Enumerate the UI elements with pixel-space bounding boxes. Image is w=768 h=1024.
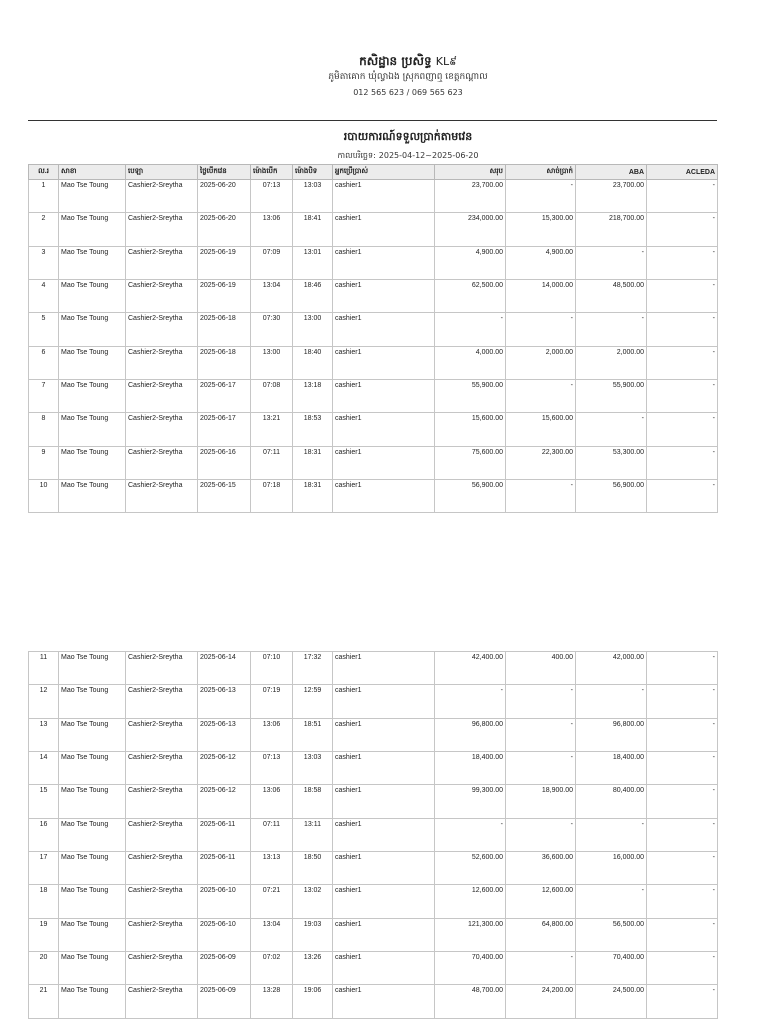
table-row [29,380,718,413]
cell-total: 96,800.00 [435,718,506,751]
cell-acleda: - [647,413,718,446]
cell-branch: Mao Tse Toung [59,952,126,985]
cell-total: 42,400.00 [435,652,506,685]
cell-user: cashier1 [333,918,435,951]
cell-acleda: - [647,852,718,885]
cell-total: 55,900.00 [435,380,506,413]
cell-cashier: Cashier2-Sreytha [126,952,198,985]
table-row [29,346,718,379]
cell-aba: 42,000.00 [576,652,647,685]
cell-close-time: 18:50 [293,852,333,885]
cell-aba: - [576,313,647,346]
cell-cash: 64,800.00 [506,918,576,951]
cell-branch: Mao Tse Toung [59,985,126,1018]
cell-cashier: Cashier2-Sreytha [126,918,198,951]
cell-date: 2025-06-13 [198,685,251,718]
cell-acleda: - [647,246,718,279]
cell-user: cashier1 [333,818,435,851]
cell-cashier: Cashier2-Sreytha [126,752,198,785]
cell-cash: - [506,718,576,751]
cell-branch: Mao Tse Toung [59,785,126,818]
cell-user: cashier1 [333,985,435,1018]
cell-date: 2025-06-09 [198,985,251,1018]
cell-date: 2025-06-10 [198,885,251,918]
cell-aba: - [576,246,647,279]
cell-close-time: 18:53 [293,413,333,446]
cell-open-time: 07:21 [251,885,293,918]
cell-total: 15,600.00 [435,413,506,446]
cell-close-time: 18:46 [293,280,333,313]
cell-cash: 12,600.00 [506,885,576,918]
cell-cash: - [506,313,576,346]
cell-cash: 15,300.00 [506,213,576,246]
cell-total: - [435,313,506,346]
cell-user: cashier1 [333,346,435,379]
cell-close-time: 19:06 [293,985,333,1018]
cell-cashier: Cashier2-Sreytha [126,280,198,313]
table-body-page1 [29,180,718,513]
cell-cashier: Cashier2-Sreytha [126,246,198,279]
table-header-row [29,165,718,180]
cell-aba: - [576,818,647,851]
cell-aba: 80,400.00 [576,785,647,818]
cell-user: cashier1 [333,480,435,513]
report-header [0,52,768,100]
cell-branch: Mao Tse Toung [59,852,126,885]
cell-open-time: 07:30 [251,313,293,346]
cell-close-time: 13:02 [293,885,333,918]
period-value: 2025-04-12~2025-06-20 [378,151,479,160]
cell-branch: Mao Tse Toung [59,346,126,379]
cell-date: 2025-06-20 [198,180,251,213]
cell-acleda: - [647,280,718,313]
col-header-close: ម៉ោងបិទ [293,165,333,180]
cell-user: cashier1 [333,785,435,818]
cell-aba: 18,400.00 [576,752,647,785]
cell-cashier: Cashier2-Sreytha [126,818,198,851]
cell-total: 12,600.00 [435,885,506,918]
cell-open-time: 07:02 [251,952,293,985]
cell-no: 20 [29,952,59,985]
cell-open-time: 07:13 [251,752,293,785]
cell-no: 6 [29,346,59,379]
cell-open-time: 07:13 [251,180,293,213]
cell-acleda: - [647,785,718,818]
cell-no: 1 [29,180,59,213]
cell-acleda: - [647,818,718,851]
cell-branch: Mao Tse Toung [59,313,126,346]
cell-close-time: 18:41 [293,213,333,246]
cell-close-time: 13:03 [293,180,333,213]
cell-no: 7 [29,380,59,413]
cell-acleda: - [647,313,718,346]
table-row [29,852,718,885]
cell-acleda: - [647,752,718,785]
cell-branch: Mao Tse Toung [59,380,126,413]
cell-cash: - [506,180,576,213]
cell-total: 56,900.00 [435,480,506,513]
cell-no: 3 [29,246,59,279]
cell-user: cashier1 [333,885,435,918]
cell-user: cashier1 [333,685,435,718]
cell-aba: 53,300.00 [576,446,647,479]
table-row [29,180,718,213]
cell-date: 2025-06-13 [198,718,251,751]
cell-user: cashier1 [333,280,435,313]
cell-total: 99,300.00 [435,785,506,818]
table-row [29,718,718,751]
company-code: KL៩ [435,55,457,68]
cell-date: 2025-06-16 [198,446,251,479]
cell-close-time: 17:32 [293,652,333,685]
cell-branch: Mao Tse Toung [59,818,126,851]
cell-open-time: 13:00 [251,346,293,379]
cell-no: 4 [29,280,59,313]
period-label: កាលបរិច្ឆេទ: [337,151,376,160]
cell-branch: Mao Tse Toung [59,885,126,918]
cell-cash: 4,900.00 [506,246,576,279]
cell-date: 2025-06-19 [198,246,251,279]
cell-open-time: 07:18 [251,480,293,513]
cell-open-time: 07:09 [251,246,293,279]
cell-acleda: - [647,685,718,718]
cell-acleda: - [647,652,718,685]
cell-cashier: Cashier2-Sreytha [126,652,198,685]
cell-total: 234,000.00 [435,213,506,246]
cell-branch: Mao Tse Toung [59,480,126,513]
cell-branch: Mao Tse Toung [59,752,126,785]
cell-cash: - [506,480,576,513]
cell-user: cashier1 [333,313,435,346]
report-title: របាយការណ៍ទទួលប្រាក់តាមវេន [343,130,473,143]
company-name: កសិដ្ឋាន ប្រសិទ្ធ [359,54,432,68]
shift-table-page1 [28,164,718,513]
cell-open-time: 07:19 [251,685,293,718]
cell-branch: Mao Tse Toung [59,918,126,951]
cell-aba: 24,500.00 [576,985,647,1018]
cell-no: 5 [29,313,59,346]
cell-total: 62,500.00 [435,280,506,313]
cell-date: 2025-06-11 [198,818,251,851]
cell-branch: Mao Tse Toung [59,652,126,685]
cell-cash: - [506,752,576,785]
col-header-cashier: បេឡា [126,165,198,180]
cell-no: 21 [29,985,59,1018]
cell-open-time: 13:21 [251,413,293,446]
cell-date: 2025-06-10 [198,918,251,951]
cell-close-time: 13:26 [293,952,333,985]
cell-total: 4,000.00 [435,346,506,379]
report-period [0,150,768,162]
cell-open-time: 13:04 [251,280,293,313]
col-header-open: ម៉ោងបើក [251,165,293,180]
cell-aba: 96,800.00 [576,718,647,751]
company-phones: 012 565 623 / 069 565 623 [353,88,463,97]
cell-user: cashier1 [333,246,435,279]
cell-cash: - [506,685,576,718]
cell-branch: Mao Tse Toung [59,718,126,751]
cell-branch: Mao Tse Toung [59,685,126,718]
cell-cash: 22,300.00 [506,446,576,479]
cell-acleda: - [647,380,718,413]
company-address: ភូមិតាគោក ឃុំល្វាឯង ស្រុកពញាឮ ខេត្តកណ្ដាល [328,72,488,82]
cell-total: - [435,818,506,851]
cell-no: 9 [29,446,59,479]
cell-close-time: 18:58 [293,785,333,818]
cell-acleda: - [647,480,718,513]
cell-date: 2025-06-12 [198,785,251,818]
cell-aba: - [576,885,647,918]
cell-no: 17 [29,852,59,885]
cell-open-time: 13:28 [251,985,293,1018]
shift-table-page2 [28,651,718,1019]
table-row [29,752,718,785]
col-header-date: ថ្ងៃបើកវេន [198,165,251,180]
cell-open-time: 07:08 [251,380,293,413]
cell-no: 19 [29,918,59,951]
cell-cashier: Cashier2-Sreytha [126,480,198,513]
cell-cashier: Cashier2-Sreytha [126,885,198,918]
table-row [29,785,718,818]
cell-date: 2025-06-17 [198,380,251,413]
cell-no: 8 [29,413,59,446]
cell-close-time: 13:00 [293,313,333,346]
cell-close-time: 18:40 [293,346,333,379]
cell-user: cashier1 [333,380,435,413]
cell-no: 18 [29,885,59,918]
table-row [29,885,718,918]
company-title [0,52,768,71]
cell-total: 4,900.00 [435,246,506,279]
cell-acleda: - [647,952,718,985]
table-row [29,446,718,479]
col-header-total: សរុប [435,165,506,180]
cell-aba: 16,000.00 [576,852,647,885]
cell-user: cashier1 [333,413,435,446]
cell-date: 2025-06-12 [198,752,251,785]
cell-no: 13 [29,718,59,751]
cell-open-time: 13:04 [251,918,293,951]
cell-branch: Mao Tse Toung [59,246,126,279]
cell-open-time: 13:06 [251,785,293,818]
cell-aba: 56,500.00 [576,918,647,951]
table-row [29,480,718,513]
cell-open-time: 07:11 [251,818,293,851]
cell-date: 2025-06-17 [198,413,251,446]
col-header-no: ល.រ [29,165,59,180]
cell-user: cashier1 [333,718,435,751]
cell-no: 10 [29,480,59,513]
cell-date: 2025-06-14 [198,652,251,685]
cell-total: 75,600.00 [435,446,506,479]
cell-total: 52,600.00 [435,852,506,885]
cell-aba: 23,700.00 [576,180,647,213]
cell-close-time: 13:18 [293,380,333,413]
cell-cashier: Cashier2-Sreytha [126,413,198,446]
cell-total: 18,400.00 [435,752,506,785]
cell-acleda: - [647,885,718,918]
cell-cashier: Cashier2-Sreytha [126,180,198,213]
cell-cashier: Cashier2-Sreytha [126,685,198,718]
cell-close-time: 12:59 [293,685,333,718]
cell-aba: 48,500.00 [576,280,647,313]
cell-cash: 400.00 [506,652,576,685]
cell-close-time: 18:51 [293,718,333,751]
cell-date: 2025-06-20 [198,213,251,246]
cell-date: 2025-06-19 [198,280,251,313]
cell-acleda: - [647,213,718,246]
table-row [29,246,718,279]
cell-total: - [435,685,506,718]
cell-cashier: Cashier2-Sreytha [126,985,198,1018]
cell-cashier: Cashier2-Sreytha [126,852,198,885]
cell-cashier: Cashier2-Sreytha [126,785,198,818]
cell-user: cashier1 [333,213,435,246]
cell-aba: - [576,413,647,446]
col-header-branch: សាខា [59,165,126,180]
cell-cash: - [506,818,576,851]
cell-acleda: - [647,985,718,1018]
cell-no: 16 [29,818,59,851]
cell-open-time: 13:06 [251,718,293,751]
col-header-aba: ABA [576,165,647,180]
cell-aba: 2,000.00 [576,346,647,379]
cell-user: cashier1 [333,180,435,213]
cell-cash: 2,000.00 [506,346,576,379]
cell-aba: - [576,685,647,718]
cell-date: 2025-06-09 [198,952,251,985]
cell-acleda: - [647,918,718,951]
header-divider [28,120,717,121]
cell-cashier: Cashier2-Sreytha [126,213,198,246]
cell-date: 2025-06-11 [198,852,251,885]
cell-user: cashier1 [333,652,435,685]
cell-user: cashier1 [333,446,435,479]
cell-cash: - [506,380,576,413]
cell-aba: 218,700.00 [576,213,647,246]
table-row [29,413,718,446]
cell-cashier: Cashier2-Sreytha [126,313,198,346]
cell-branch: Mao Tse Toung [59,280,126,313]
cell-branch: Mao Tse Toung [59,213,126,246]
cell-date: 2025-06-15 [198,480,251,513]
table-row [29,985,718,1018]
cell-acleda: - [647,346,718,379]
table-row [29,213,718,246]
cell-no: 12 [29,685,59,718]
cell-user: cashier1 [333,852,435,885]
cell-cash: 36,600.00 [506,852,576,885]
table-row [29,918,718,951]
cell-total: 48,700.00 [435,985,506,1018]
cell-no: 11 [29,652,59,685]
cell-total: 121,300.00 [435,918,506,951]
cell-close-time: 19:03 [293,918,333,951]
table-row [29,313,718,346]
table-row [29,952,718,985]
cell-acleda: - [647,180,718,213]
cell-cash: - [506,952,576,985]
cell-aba: 70,400.00 [576,952,647,985]
cell-branch: Mao Tse Toung [59,446,126,479]
cell-cash: 18,900.00 [506,785,576,818]
cell-close-time: 13:03 [293,752,333,785]
col-header-user: អ្នកប្រើប្រាស់ [333,165,435,180]
cell-open-time: 13:06 [251,213,293,246]
cell-open-time: 07:11 [251,446,293,479]
cell-user: cashier1 [333,952,435,985]
cell-date: 2025-06-18 [198,346,251,379]
cell-close-time: 18:31 [293,446,333,479]
cell-cashier: Cashier2-Sreytha [126,380,198,413]
cell-aba: 56,900.00 [576,480,647,513]
cell-cash: 14,000.00 [506,280,576,313]
cell-acleda: - [647,446,718,479]
cell-branch: Mao Tse Toung [59,180,126,213]
cell-close-time: 13:11 [293,818,333,851]
table-row [29,818,718,851]
cell-close-time: 18:31 [293,480,333,513]
cell-user: cashier1 [333,752,435,785]
cell-total: 23,700.00 [435,180,506,213]
cell-no: 15 [29,785,59,818]
table-row [29,280,718,313]
cell-aba: 55,900.00 [576,380,647,413]
cell-cashier: Cashier2-Sreytha [126,446,198,479]
cell-cashier: Cashier2-Sreytha [126,346,198,379]
cell-no: 14 [29,752,59,785]
cell-open-time: 07:10 [251,652,293,685]
cell-cashier: Cashier2-Sreytha [126,718,198,751]
cell-cash: 24,200.00 [506,985,576,1018]
cell-close-time: 13:01 [293,246,333,279]
table-body-page2 [29,652,718,1019]
table-row [29,652,718,685]
cell-acleda: - [647,718,718,751]
cell-open-time: 13:13 [251,852,293,885]
cell-cash: 15,600.00 [506,413,576,446]
cell-no: 2 [29,213,59,246]
cell-total: 70,400.00 [435,952,506,985]
cell-date: 2025-06-18 [198,313,251,346]
table-row [29,685,718,718]
cell-branch: Mao Tse Toung [59,413,126,446]
col-header-cash: សាច់ប្រាក់ [506,165,576,180]
col-header-acleda: ACLEDA [647,165,718,180]
